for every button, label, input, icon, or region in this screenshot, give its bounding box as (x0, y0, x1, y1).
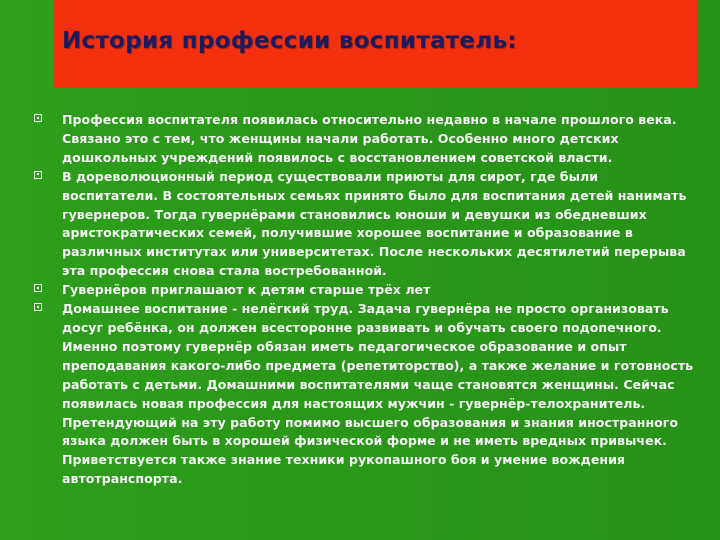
square-bullet-icon (34, 303, 42, 311)
list-item-text: В дореволюционный период существовали приюты для сирот, где были воспитатели. В состоятельных семьях принято было для воспитания детей нанимать гувернеров. Тогда гувернёрами становились юноши и девушки из обедневших аристократических семей, получившие хорошее воспитание и образование в различных институтах или университетах. После нескольких десятилетий перерыва эта профессия снова стала востребованной. (62, 168, 687, 279)
list-item-text: Гувернёров приглашают к детям старше трёх лет (62, 282, 431, 298)
square-bullet-icon (34, 171, 42, 179)
list-item (34, 281, 696, 300)
bullet-list (34, 111, 696, 489)
list-item-text: Домашнее воспитание - нелёгкий труд. Задача гувернёра не просто организовать досуг ребёнка, он должен всесторонне развивать и обучать своего подопечного. Именно поэтому гувернёр обязан иметь педагогическое образование и опыт преподавания какого-либо предмета (репетиторство), а также желание и готовность работать с детьми. Домашними воспитателями чаще становятся женщины. Сейчас появилась новая профессия для настоящих мужчин - гувернёр-телохранитель. Претендующий на эту работу помимо высшего образования и знания иностранного языка должен быть в хорошей физической форме и не иметь вредных привычек. Приветствуется также знание техники рукопашного боя и умение вождения автотранспорта. (62, 301, 694, 487)
list-item-text: Профессия воспитателя появилась относительно недавно в начале прошлого века. Связано это с тем, что женщины начали работать. Особенно много детских дошкольных учреждений появилось с восстановлением советской власти. (62, 112, 677, 165)
square-bullet-icon (34, 284, 42, 292)
slide-title: История профессии воспитатель: (62, 28, 517, 54)
list-item (34, 111, 696, 168)
list-item (34, 300, 696, 489)
square-bullet-icon (34, 114, 42, 122)
list-item (34, 168, 696, 281)
